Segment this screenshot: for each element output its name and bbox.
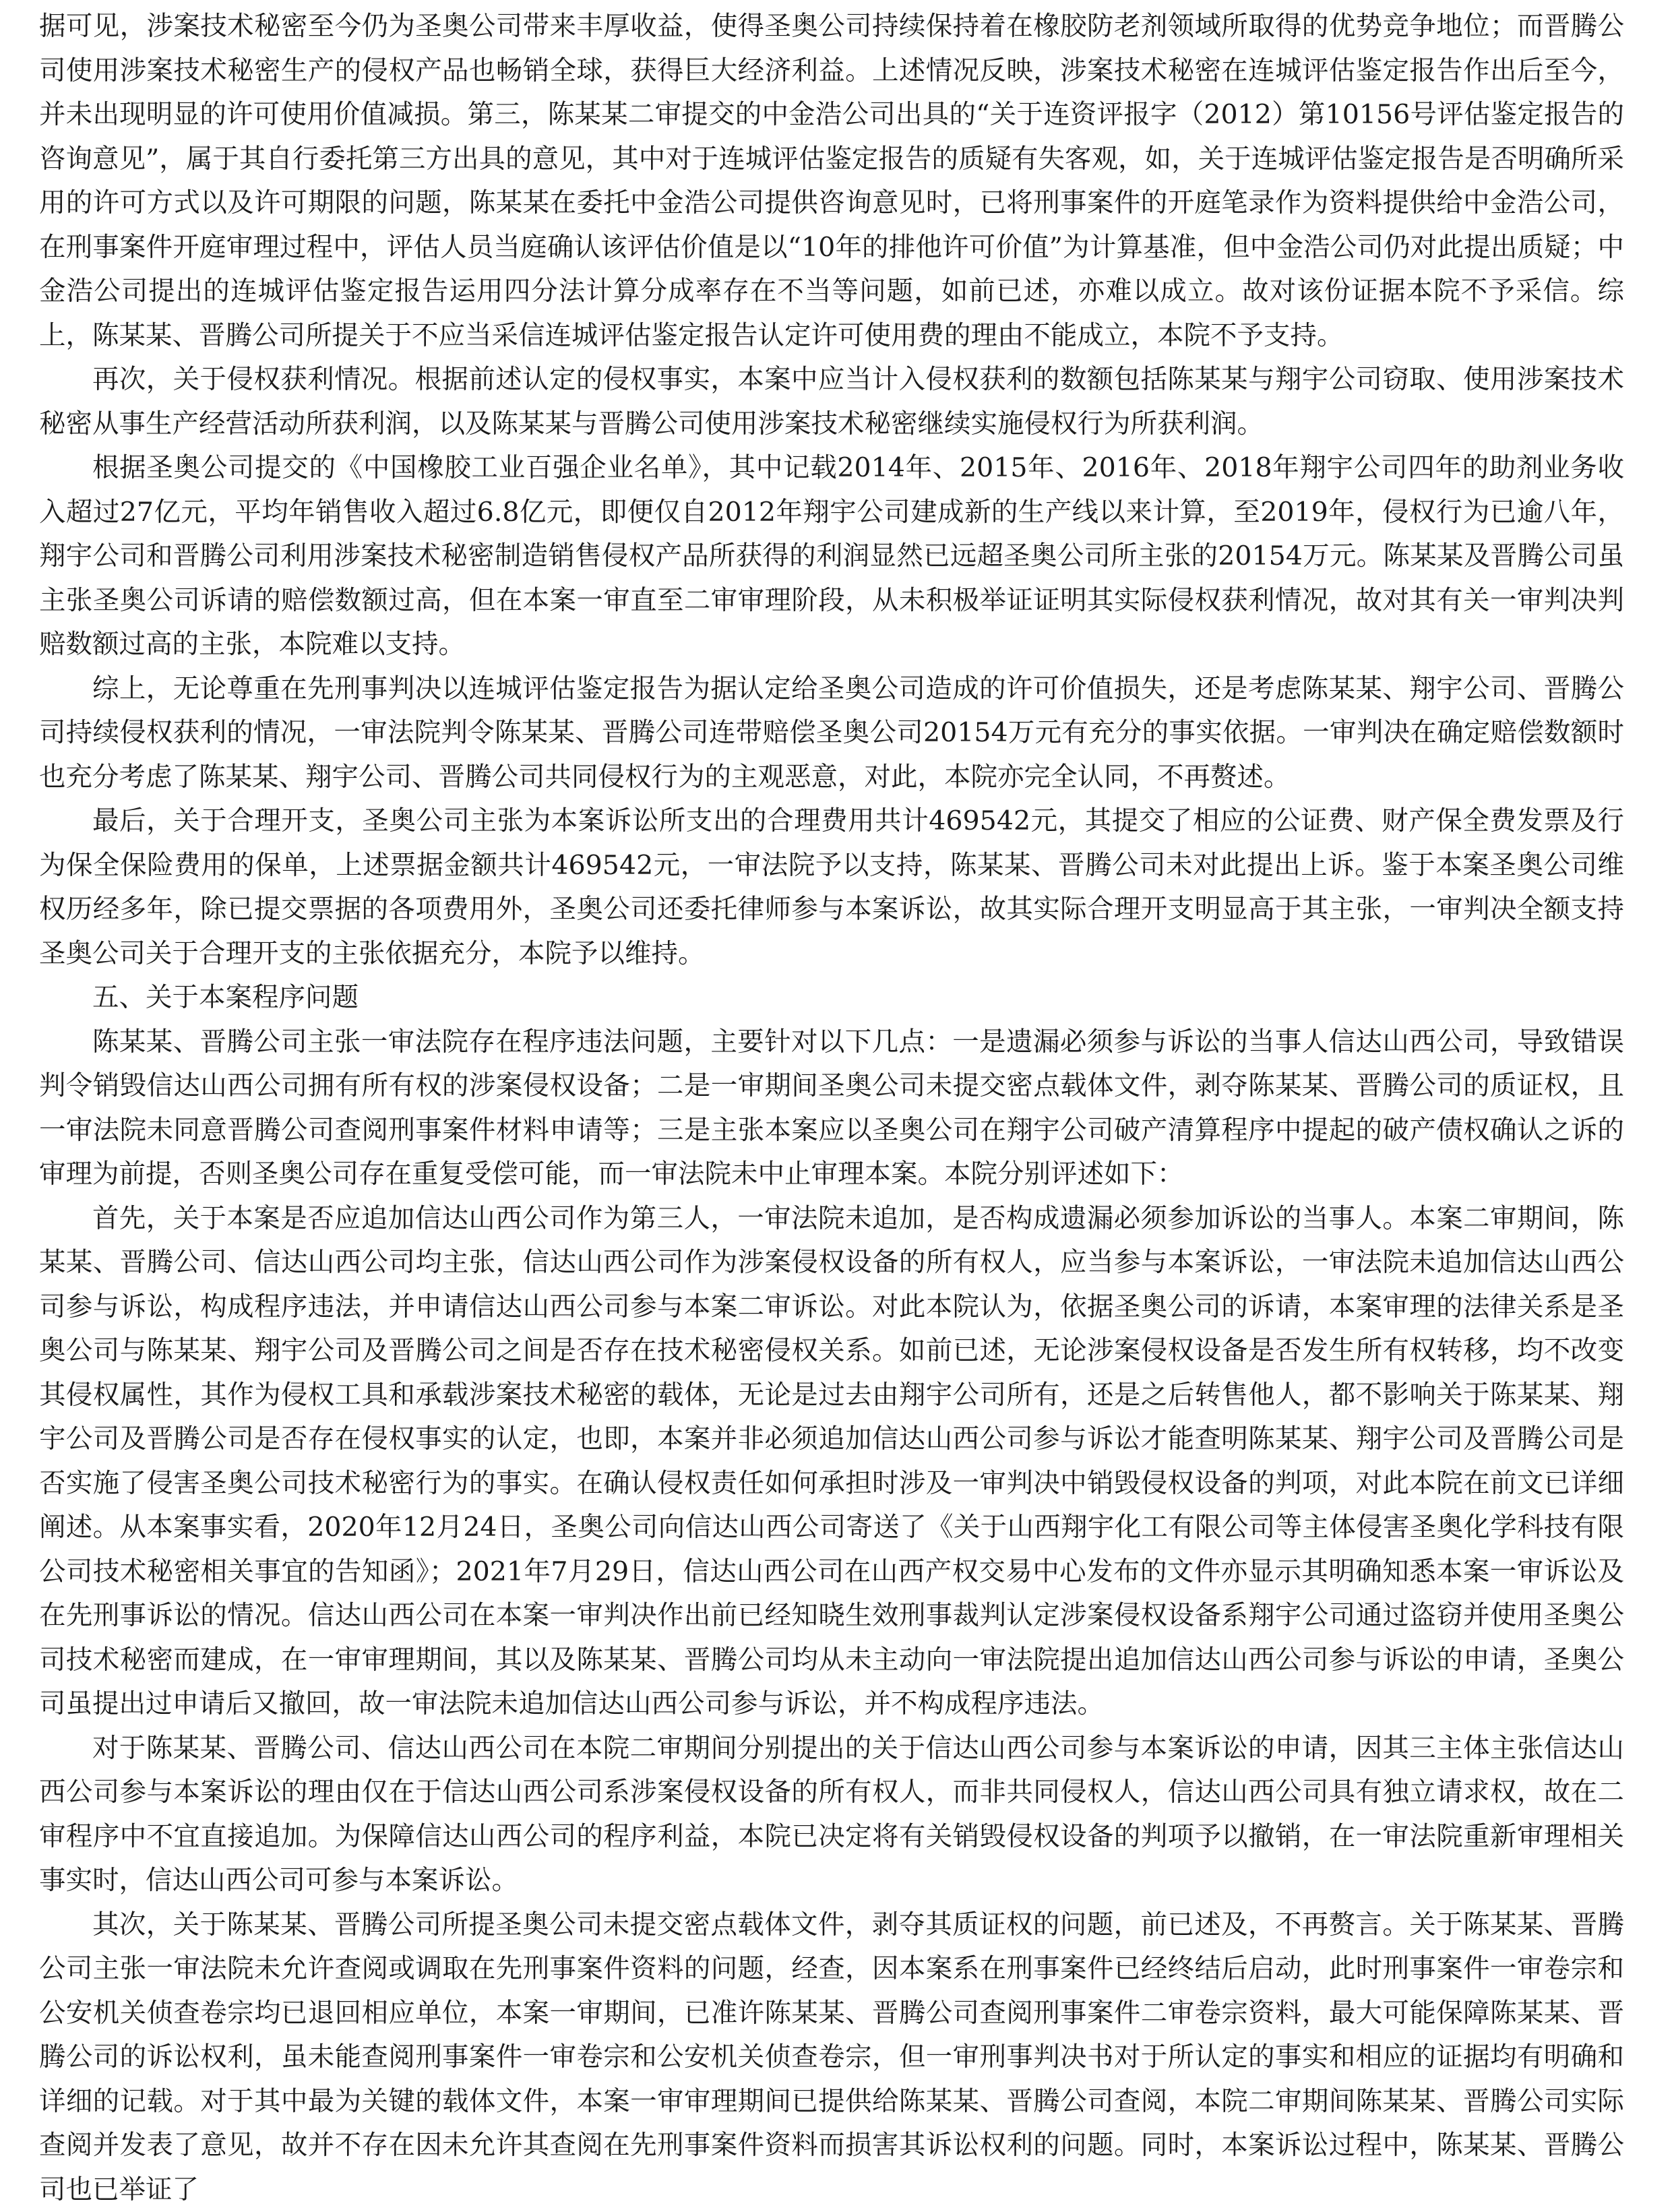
paragraph-rubber-industry-list: 根据圣奥公司提交的《中国橡胶工业百强企业名单》，其中记载2014年、2015年、2016年、2018年翔宇公司四年的助剂业务收入超过27亿元，平均年销售收入超过6.8亿元，即便仅自2012年翔宇公司建成新的生产线以来计算，至2019年，侵权行为已逾八年，翔宇公司和晋腾公司利用涉案技术秘密制造销售侵权产品所获得的利润显然已远超圣奥公司所主张的20154万元。陈某某及晋腾公司虽主张圣奥公司诉请的赔偿数额过高，但在本案一审直至二审审理阶段，从未积极举证证明其实际侵权获利情况，故对其有关一审判决判赔数额过高的主张，本院难以支持。	[39, 446, 1624, 667]
paragraph-continuation: 据可见，涉案技术秘密至今仍为圣奥公司带来丰厚收益，使得圣奥公司持续保持着在橡胶防老剂领域所取得的优势竞争地位；而晋腾公司使用涉案技术秘密生产的侵权产品也畅销全球，获得巨大经济利益。上述情况反映，涉案技术秘密在连城评估鉴定报告作出后至今，并未出现明显的许可使用价值减损。第三，陈某某二审提交的中金浩公司出具的“关于连资评报字（2012）第10156号评估鉴定报告的咨询意见”，属于其自行委托第三方出具的意见，其中对于连城评估鉴定报告的质疑有失客观，如，关于连城评估鉴定报告是否明确所采用的许可方式以及许可期限的问题，陈某某在委托中金浩公司提供咨询意见时，已将刑事案件的开庭笔录作为资料提供给中金浩公司，在刑事案件开庭审理过程中，评估人员当庭确认该评估价值是以“10年的排他许可价值”为计算基准，但中金浩公司仍对此提出质疑；中金浩公司提出的连城评估鉴定报告运用四分法计算分成率存在不当等问题，如前已述，亦难以成立。故对该份证据本院不予采信。综上，陈某某、晋腾公司所提关于不应当采信连城评估鉴定报告认定许可使用费的理由不能成立，本院不予支持。	[39, 5, 1624, 358]
paragraph-second-instance-application: 对于陈某某、晋腾公司、信达山西公司在本院二审期间分别提出的关于信达山西公司参与本案诉讼的申请，因其三主体主张信达山西公司参与本案诉讼的理由仅在于信达山西公司系涉案侵权设备的所有权人，而非共同侵权人，信达山西公司具有独立请求权，故在二审程序中不宜直接追加。为保障信达山西公司的程序利益，本院已决定将有关销毁侵权设备的判项予以撤销，在一审法院重新审理相关事实时，信达山西公司可参与本案诉讼。	[39, 1727, 1624, 1903]
paragraph-third-party-joinder: 首先，关于本案是否应追加信达山西公司作为第三人，一审法院未追加，是否构成遗漏必须参加诉讼的当事人。本案二审期间，陈某某、晋腾公司、信达山西公司均主张，信达山西公司作为涉案侵权设备的所有权人，应当参与本案诉讼，一审法院未追加信达山西公司参与诉讼，构成程序违法，并申请信达山西公司参与本案二审诉讼。对此本院认为，依据圣奥公司的诉请，本案审理的法律关系是圣奥公司与陈某某、翔宇公司及晋腾公司之间是否存在技术秘密侵权关系。如前已述，无论涉案侵权设备是否发生所有权转移，均不改变其侵权属性，其作为侵权工具和承载涉案技术秘密的载体，无论是过去由翔宇公司所有，还是之后转售他人，都不影响关于陈某某、翔宇公司及晋腾公司是否存在侵权事实的认定，也即，本案并非必须追加信达山西公司参与诉讼才能查明陈某某、翔宇公司及晋腾公司是否实施了侵害圣奥公司技术秘密行为的事实。在确认侵权责任如何承担时涉及一审判决中销毁侵权设备的判项，对此本院在前文已详细阐述。从本案事实看，2020年12月24日，圣奥公司向信达山西公司寄送了《关于山西翔宇化工有限公司等主体侵害圣奥化学科技有限公司技术秘密相关事宜的告知函》；2021年7月29日，信达山西公司在山西产权交易中心发布的文件亦显示其明确知悉本案一审诉讼及在先刑事诉讼的情况。信达山西公司在本案一审判决作出前已经知晓生效刑事裁判认定涉案侵权设备系翔宇公司通过盗窃并使用圣奥公司技术秘密而建成，在一审审理期间，其以及陈某某、晋腾公司均从未主动向一审法院提出追加信达山西公司参与诉讼的申请，圣奥公司虽提出过申请后又撤回，故一审法院未追加信达山西公司参与诉讼，并不构成程序违法。	[39, 1197, 1624, 1727]
paragraph-evidence-access: 其次，关于陈某某、晋腾公司所提圣奥公司未提交密点载体文件，剥夺其质证权的问题，前已述及，不再赘言。关于陈某某、晋腾公司主张一审法院未允许查阅或调取在先刑事案件资料的问题，经查，因本案系在刑事案件已经终结后启动，此时刑事案件一审卷宗和公安机关侦查卷宗均已退回相应单位，本案一审期间，已准许陈某某、晋腾公司查阅刑事案件二审卷宗资料，最大可能保障陈某某、晋腾公司的诉讼权利，虽未能查阅刑事案件一审卷宗和公安机关侦查卷宗，但一审刑事判决书对于所认定的事实和相应的证据均有明确和详细的记载。对于其中最为关键的载体文件，本案一审审理期间已提供给陈某某、晋腾公司查阅，本院二审期间陈某某、晋腾公司实际查阅并发表了意见，故并不存在因未允许其查阅在先刑事案件资料而损害其诉讼权利的问题。同时，本案诉讼过程中，陈某某、晋腾公司也已举证了	[39, 1903, 1624, 2212]
section-heading: 五、关于本案程序问题	[39, 976, 1624, 1020]
paragraph-infringement-profit: 再次，关于侵权获利情况。根据前述认定的侵权事实，本案中应当计入侵权获利的数额包括陈某某与翔宇公司窃取、使用涉案技术秘密从事生产经营活动所获利润，以及陈某某与晋腾公司使用涉案技术秘密继续实施侵权行为所获利润。	[39, 358, 1624, 446]
paragraph-reasonable-expenses: 最后，关于合理开支，圣奥公司主张为本案诉讼所支出的合理费用共计469542元，其提交了相应的公证费、财产保全费发票及行为保全保险费用的保单，上述票据金额共计469542元，一审法院予以支持，陈某某、晋腾公司未对此提出上诉。鉴于本案圣奥公司维权历经多年，除已提交票据的各项费用外，圣奥公司还委托律师参与本案诉讼，故其实际合理开支明显高于其主张，一审判决全额支持圣奥公司关于合理开支的主张依据充分，本院予以维持。	[39, 799, 1624, 976]
paragraph-procedural-claims: 陈某某、晋腾公司主张一审法院存在程序违法问题，主要针对以下几点：一是遗漏必须参与诉讼的当事人信达山西公司，导致错误判令销毁信达山西公司拥有所有权的涉案侵权设备；二是一审期间圣奥公司未提交密点载体文件，剥夺陈某某、晋腾公司的质证权，且一审法院未同意晋腾公司查阅刑事案件材料申请等；三是主张本案应以圣奥公司在翔宇公司破产清算程序中提起的破产债权确认之诉的审理为前提，否则圣奥公司存在重复受偿可能，而一审法院未中止审理本案。本院分别评述如下：	[39, 1020, 1624, 1197]
paragraph-summary-damages: 综上，无论尊重在先刑事判决以连城评估鉴定报告为据认定给圣奥公司造成的许可价值损失，还是考虑陈某某、翔宇公司、晋腾公司持续侵权获利的情况，一审法院判令陈某某、晋腾公司连带赔偿圣奥公司20154万元有充分的事实依据。一审判决在确定赔偿数额时也充分考虑了陈某某、翔宇公司、晋腾公司共同侵权行为的主观恶意，对此，本院亦完全认同，不再赘述。	[39, 667, 1624, 800]
